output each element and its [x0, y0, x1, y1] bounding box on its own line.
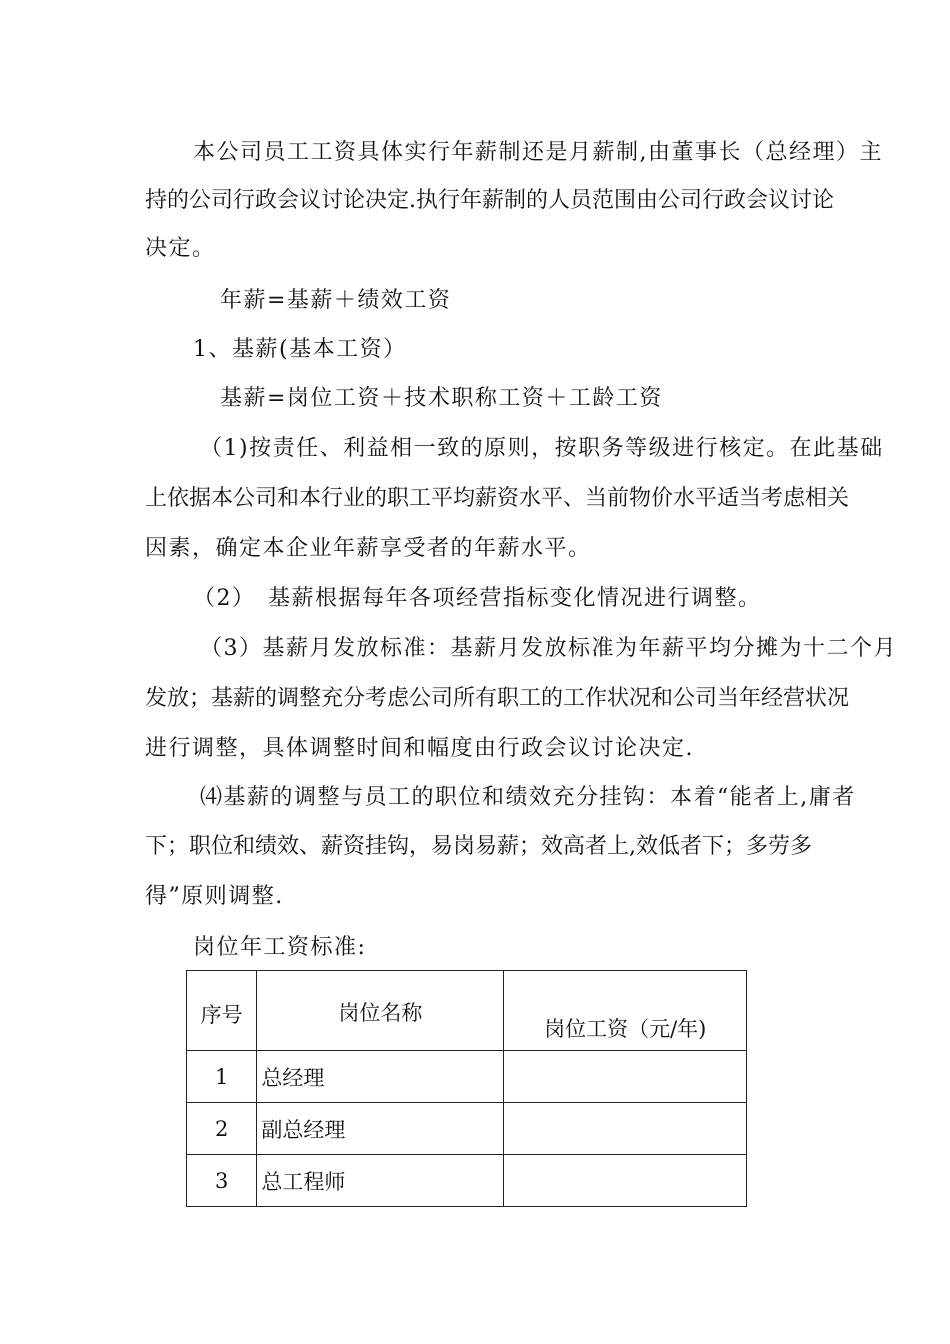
item-1-line-1: （1)按责任、利益相一致的原则，按职务等级进行核定。在此基础 — [200, 436, 884, 461]
section-heading-base-salary: 1、基薪(基本工资） — [193, 337, 407, 362]
row-position-name: 总工程师 — [257, 1155, 504, 1207]
table-row — [187, 1051, 747, 1103]
row-seq: 3 — [187, 1155, 257, 1207]
row-seq: 1 — [187, 1051, 257, 1103]
row-position-wage — [504, 1155, 747, 1207]
table-header-row — [187, 971, 747, 1051]
formula-base-salary: 基薪=岗位工资＋技术职称工资＋工龄工资 — [220, 386, 663, 411]
item-3-line-1: （3）基薪月发放标准：基薪月发放标准为年薪平均分摊为十二个月 — [200, 636, 897, 661]
formula-annual-salary: 年薪=基薪＋绩效工资 — [220, 288, 452, 313]
item-4-line-2: 下；职位和绩效、薪资挂钩，易岗易薪；效高者上,效低者下；多劳多 — [145, 834, 812, 859]
table-row — [187, 1103, 747, 1155]
item-4-line-3: 得”原则调整. — [145, 884, 284, 909]
table-caption: 岗位年工资标准: — [193, 935, 367, 960]
header-position-wage: 岗位工资（元/年) — [504, 971, 747, 1051]
table-row — [187, 1155, 747, 1207]
row-position-name: 副总经理 — [257, 1103, 504, 1155]
header-position-name: 岗位名称 — [257, 971, 504, 1051]
item-1-line-2: 上依据本公司和本行业的职工平均薪资水平、当前物价水平适当考虑相关 — [145, 486, 850, 511]
header-seq: 序号 — [187, 971, 257, 1051]
row-position-wage — [504, 1051, 747, 1103]
item-3-line-2: 发放；基薪的调整充分考虑公司所有职工的工作状况和公司当年经营状况 — [145, 686, 850, 711]
item-3-line-3: 进行调整，具体调整时间和幅度由行政会议讨论决定. — [145, 736, 694, 761]
paragraph-intro-line-1: 本公司员工工资具体实行年薪制还是月薪制,由董事长（总经理）主 — [193, 140, 883, 165]
position-wage-table — [186, 970, 747, 1207]
row-position-wage — [504, 1103, 747, 1155]
paragraph-intro-line-2: 持的公司行政会议讨论决定.执行年薪制的人员范围由公司行政会议讨论 — [145, 188, 834, 213]
row-seq: 2 — [187, 1103, 257, 1155]
item-2: （2） 基薪根据每年各项经营指标变化情况进行调整。 — [193, 586, 762, 611]
paragraph-intro-line-3: 决定。 — [145, 236, 216, 261]
item-1-line-3: 因素，确定本企业年薪享受者的年薪水平。 — [145, 536, 592, 561]
item-4-line-1: ⑷基薪的调整与员工的职位和绩效充分挂钩：本着“能者上,庸者 — [200, 785, 856, 810]
row-position-name: 总经理 — [257, 1051, 504, 1103]
